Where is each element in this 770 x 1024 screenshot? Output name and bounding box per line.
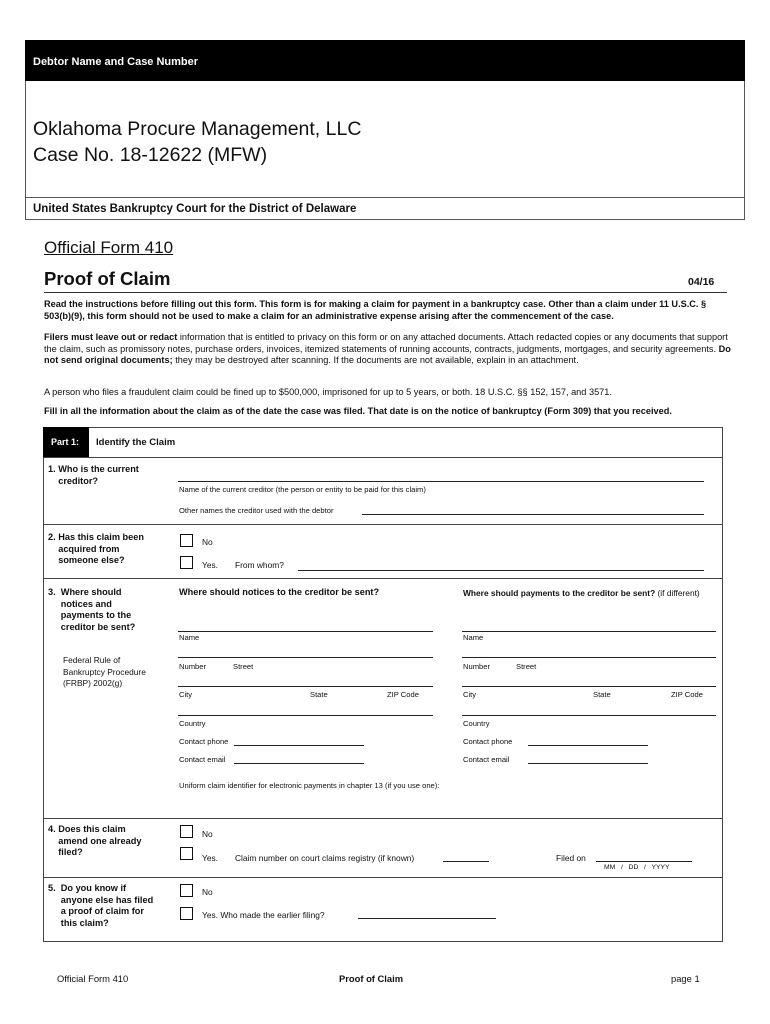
- part1-label: Part 1:: [43, 427, 89, 457]
- form-title: Proof of Claim: [44, 268, 171, 289]
- payment-state-label: State: [593, 690, 611, 699]
- notice-zip-label: ZIP Code: [387, 690, 419, 699]
- other-names-field[interactable]: [362, 514, 704, 515]
- q5-question: 5. Do you know if anyone else has filed a proof of claim for this claim?: [48, 883, 154, 928]
- form-date: 04/16: [688, 276, 715, 288]
- q1-divider: [43, 524, 723, 525]
- payment-street-label: Street: [516, 662, 537, 671]
- payment-number-label: Number: [463, 662, 491, 671]
- other-names-label: Other names the creditor used with the debtor: [179, 506, 334, 515]
- part1-header-divider: [43, 457, 723, 458]
- title-divider: [44, 292, 727, 293]
- claim-number-label: Claim number on court claims registry (if known): [235, 853, 415, 863]
- notice-street-field[interactable]: [178, 657, 433, 658]
- redact-paragraph: [44, 332, 734, 367]
- payment-email-field[interactable]: [528, 763, 648, 764]
- payment-phone-label: Contact phone: [463, 737, 513, 746]
- notice-city-field[interactable]: [178, 686, 433, 687]
- q3-question: 3. Where should notices and payments to the creditor be sent?: [48, 587, 136, 632]
- payment-phone-field[interactable]: [528, 745, 648, 746]
- payments-note: (if different): [655, 588, 700, 598]
- court-name: United States Bankruptcy Court for the District of Delaware: [25, 197, 745, 220]
- notice-street-label: Street: [233, 662, 254, 671]
- case-number-line: Case No. 18-12622 (MFW): [33, 144, 268, 166]
- form-label: Official Form 410: [44, 238, 174, 257]
- q4-yes-checkbox[interactable]: [180, 847, 193, 860]
- creditor-name-caption: Name of the current creditor (the person or entity to be paid for this claim): [179, 485, 426, 494]
- filed-on-label: Filed on: [556, 853, 586, 863]
- notice-country-field[interactable]: [178, 715, 433, 716]
- notices-heading: Where should notices to the creditor be sent?: [179, 587, 380, 597]
- payments-heading: [463, 587, 713, 599]
- q2-yes-label: Yes.: [202, 560, 218, 570]
- notice-phone-field[interactable]: [234, 745, 364, 746]
- q4-no-checkbox[interactable]: [180, 825, 193, 838]
- creditor-name-field[interactable]: [178, 481, 704, 482]
- notice-email-label: Contact email: [179, 755, 226, 764]
- part1-title: Identify the Claim: [96, 437, 176, 448]
- q1-question: 1. Who is the current creditor?: [48, 464, 139, 486]
- q5-yes-checkbox[interactable]: [180, 907, 193, 920]
- payment-city-field[interactable]: [462, 686, 716, 687]
- q4-yes-label: Yes.: [202, 853, 218, 863]
- redact-text-2: they may be destroyed after scanning. If the documents are not available, explain in an attachment.: [172, 355, 579, 366]
- redact-text: information that is entitled to privacy on this form or on any attached documents. Attach redacted copies or any documents that support the claim, such as promissory notes, purchase orders, invoices, itemized statements of running accounts, contracts, judgments, mortgages, and security agreements.: [44, 332, 728, 354]
- fraud-paragraph: A person who files a fraudulent claim could be fined up to $500,000, imprisoned for up to 5 years, or both. 18 U.S.C. §§ 152, 157, and 3571.: [44, 387, 612, 397]
- intro-paragraph: Read the instructions before filling out this form. This form is for making a claim for payment in a bankruptcy case. Other than a claim under 11 U.S.C. § 503(b)(9), this form should not be used to make a claim for an administrative expense arising after the commencement of the case.: [44, 299, 707, 321]
- debtor-name-line: Oklahoma Procure Management, LLC: [33, 118, 362, 140]
- notice-state-label: State: [310, 690, 328, 699]
- notice-country-label: Country: [179, 719, 206, 728]
- footer-page-number: page 1: [671, 973, 700, 984]
- frbp-reference: Federal Rule of Bankruptcy Procedure (FRBP) 2002(g): [63, 655, 146, 689]
- notice-email-field[interactable]: [234, 763, 364, 764]
- debtor-header-bar: Debtor Name and Case Number: [25, 40, 745, 81]
- redact-lead: Filers must leave out or redact: [44, 332, 178, 342]
- from-whom-label: From whom?: [235, 560, 284, 570]
- filed-on-field[interactable]: [596, 861, 692, 862]
- earlier-filer-field[interactable]: [358, 918, 496, 919]
- uniform-claim-id-label: Uniform claim identifier for electronic payments in chapter 13 (if you use one):: [179, 781, 440, 790]
- q2-yes-checkbox[interactable]: [180, 556, 193, 569]
- date-format-hint: MM / DD / YYYY: [604, 864, 670, 871]
- redact-warning: Do not send original documents;: [44, 343, 731, 366]
- q5-no-label: No: [202, 887, 213, 897]
- payment-email-label: Contact email: [463, 755, 510, 764]
- q4-no-label: No: [202, 829, 213, 839]
- notice-name-label: Name: [179, 633, 200, 642]
- payment-name-field[interactable]: [462, 631, 716, 632]
- q4-question: 4. Does this claim amend one already filed?: [48, 824, 142, 858]
- payment-city-label: City: [463, 690, 477, 699]
- q3-divider: [43, 818, 723, 819]
- notice-phone-label: Contact phone: [179, 737, 229, 746]
- q2-no-checkbox[interactable]: [180, 534, 193, 547]
- q2-no-label: No: [202, 537, 213, 547]
- q2-question: 2. Has this claim been acquired from someone else?: [48, 532, 144, 566]
- from-whom-field[interactable]: [298, 570, 704, 571]
- fill-instructions: Fill in all the information about the claim as of the date the case was filed. That date is on the notice of bankruptcy (Form 309) that you received.: [44, 406, 672, 416]
- footer-form-number: Official Form 410: [57, 973, 129, 984]
- notice-city-label: City: [179, 690, 193, 699]
- payment-zip-label: ZIP Code: [671, 690, 703, 699]
- notice-number-label: Number: [179, 662, 207, 671]
- payments-heading-text: Where should payments to the creditor be sent?: [463, 588, 656, 598]
- q2-divider: [43, 578, 723, 579]
- payment-name-label: Name: [463, 633, 484, 642]
- q5-no-checkbox[interactable]: [180, 884, 193, 897]
- payment-country-label: Country: [463, 719, 490, 728]
- claim-number-field[interactable]: [443, 861, 489, 862]
- debtor-name: [33, 116, 361, 168]
- q5-yes-label: Yes. Who made the earlier filing?: [202, 910, 325, 920]
- payment-street-field[interactable]: [462, 657, 716, 658]
- payment-country-field[interactable]: [462, 715, 716, 716]
- q4-divider: [43, 877, 723, 878]
- footer-form-title: Proof of Claim: [339, 973, 404, 984]
- notice-name-field[interactable]: [178, 631, 433, 632]
